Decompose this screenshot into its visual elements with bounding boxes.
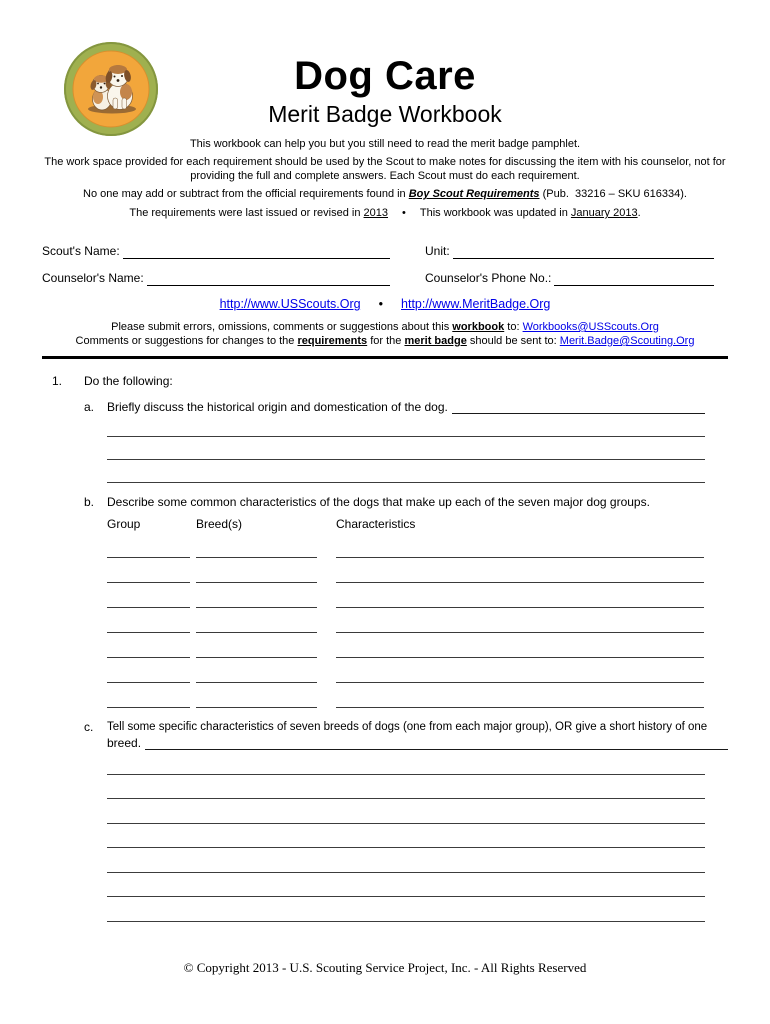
submission-notes bbox=[42, 320, 728, 348]
requirements-emphasis: requirements bbox=[297, 335, 368, 347]
requirement-1a-text: Briefly discuss the historical origin and domestication of the dog. bbox=[107, 400, 448, 414]
scout-name-label: Scout's Name: bbox=[42, 244, 120, 258]
breeds-cell-line[interactable] bbox=[196, 683, 317, 708]
revision-prefix: The requirements were last issued or revised in bbox=[129, 207, 364, 219]
breeds-cell-line[interactable] bbox=[196, 558, 317, 583]
intro-line-pamphlet: This workbook can help you but you still need to read the merit badge pamphlet. bbox=[189, 138, 581, 150]
requirement-number: 1. bbox=[52, 374, 63, 388]
counselor-phone-input-line[interactable] bbox=[554, 270, 714, 286]
group-cell-line[interactable] bbox=[107, 658, 190, 683]
requirement-1c-text-line2: breed. bbox=[107, 736, 142, 750]
changes-sent: should be sent to: bbox=[466, 335, 560, 347]
requirement-1-section bbox=[42, 374, 728, 922]
counselor-name-input-line[interactable] bbox=[147, 270, 390, 286]
revision-year: 2013 bbox=[363, 207, 389, 219]
identity-form bbox=[42, 239, 728, 293]
website-links bbox=[42, 297, 728, 311]
page-subtitle: Merit Badge Workbook bbox=[268, 101, 502, 127]
table-row bbox=[107, 683, 704, 708]
usscouts-link[interactable]: http://www.USScouts.Org bbox=[219, 297, 361, 311]
answer-line[interactable] bbox=[107, 775, 705, 800]
breeds-cell-line[interactable] bbox=[196, 583, 317, 608]
requirement-1a-answer-area bbox=[107, 414, 705, 483]
answer-line[interactable] bbox=[107, 460, 705, 483]
requirement-1c-text-line1: Tell some specific characteristics of seven breeds of dogs (one from each major group), OR give a short history of one bbox=[107, 721, 708, 733]
answer-line[interactable] bbox=[107, 799, 705, 824]
characteristics-cell-line[interactable] bbox=[336, 683, 704, 708]
answer-line[interactable] bbox=[107, 437, 705, 460]
updated-prefix: This workbook was updated in bbox=[419, 207, 571, 219]
column-header-group: Group bbox=[107, 517, 141, 531]
intro-section bbox=[42, 137, 728, 224]
workbook-emphasis: workbook bbox=[452, 321, 505, 333]
meritbadge-link[interactable]: http://www.MeritBadge.Org bbox=[401, 297, 551, 311]
form-row-1 bbox=[42, 239, 728, 259]
copyright-footer: © Copyright 2013 - U.S. Scouting Service Project, Inc. - All Rights Reserved bbox=[183, 960, 587, 975]
page-title: Dog Care bbox=[294, 54, 476, 98]
requirement-1c bbox=[42, 720, 728, 734]
submit-changes-line bbox=[42, 334, 728, 348]
characteristics-cell-line[interactable] bbox=[336, 583, 704, 608]
dog-groups-table bbox=[107, 517, 704, 708]
requirement-1c-answer-area bbox=[107, 750, 705, 922]
breeds-cell-line[interactable] bbox=[196, 608, 317, 633]
updated-date: January 2013 bbox=[570, 207, 638, 219]
group-cell-line[interactable] bbox=[107, 558, 190, 583]
merit-badge-emphasis: merit badge bbox=[404, 335, 467, 347]
counselor-phone-label: Counselor's Phone No.: bbox=[425, 271, 552, 285]
link-bullet-separator: • bbox=[378, 297, 384, 311]
bullet-separator: • bbox=[402, 207, 406, 219]
intro-req-suffix: (Pub. 33216 – SKU 616334). bbox=[539, 188, 687, 200]
table-row bbox=[107, 583, 704, 608]
breeds-cell-line[interactable] bbox=[196, 658, 317, 683]
intro-req-prefix: No one may add or subtract from the official requirements found in bbox=[83, 188, 409, 200]
answer-line[interactable] bbox=[145, 736, 728, 750]
answer-line[interactable] bbox=[107, 848, 705, 873]
scout-name-input-line[interactable] bbox=[123, 243, 390, 259]
item-letter-a: a. bbox=[84, 400, 95, 414]
item-letter-b: b. bbox=[84, 495, 95, 509]
form-row-2 bbox=[42, 266, 728, 286]
characteristics-cell-line[interactable] bbox=[336, 633, 704, 658]
requirement-1-heading bbox=[42, 374, 728, 388]
requirement-label: Do the following: bbox=[84, 374, 173, 388]
requirement-1a bbox=[42, 400, 728, 414]
group-cell-line[interactable] bbox=[107, 608, 190, 633]
answer-line[interactable] bbox=[107, 897, 705, 922]
intro-line-revision bbox=[42, 206, 728, 220]
column-header-characteristics: Characteristics bbox=[336, 517, 416, 531]
breeds-cell-line[interactable] bbox=[196, 533, 317, 558]
counselor-name-label: Counselor's Name: bbox=[42, 271, 144, 285]
changes-prefix: Comments or suggestions for changes to the bbox=[75, 335, 298, 347]
changes-for: for the bbox=[367, 335, 405, 347]
table-row bbox=[107, 633, 704, 658]
group-cell-line[interactable] bbox=[107, 683, 190, 708]
intro-line-requirements bbox=[42, 187, 728, 201]
unit-input-line[interactable] bbox=[453, 243, 714, 259]
characteristics-cell-line[interactable] bbox=[336, 533, 704, 558]
answer-line[interactable] bbox=[107, 873, 705, 898]
answer-line[interactable] bbox=[107, 414, 705, 437]
characteristics-cell-line[interactable] bbox=[336, 608, 704, 633]
item-letter-c: c. bbox=[84, 720, 94, 734]
requirement-1c-line2 bbox=[42, 736, 728, 750]
table-header-row bbox=[107, 517, 704, 531]
characteristics-cell-line[interactable] bbox=[336, 658, 704, 683]
table-row bbox=[107, 608, 704, 633]
table-row bbox=[107, 533, 704, 558]
submit-prefix: Please submit errors, omissions, comments or suggestions about this bbox=[111, 321, 453, 333]
intro-line-workspace: The work space provided for each requirement should be used by the Scout to make notes for discussing the item with his counselor, not for providing the full and complete answers. Each Scout must do each requirement. bbox=[44, 156, 726, 182]
characteristics-cell-line[interactable] bbox=[336, 558, 704, 583]
breeds-cell-line[interactable] bbox=[196, 633, 317, 658]
meritbadge-email-link[interactable]: Merit.Badge@Scouting.Org bbox=[559, 335, 695, 347]
table-row bbox=[107, 658, 704, 683]
requirement-1b-text: Describe some common characteristics of the dogs that make up each of the seven major dog groups. bbox=[107, 495, 650, 509]
group-cell-line[interactable] bbox=[107, 583, 190, 608]
requirement-1b bbox=[42, 495, 728, 509]
period: . bbox=[637, 207, 641, 219]
group-cell-line[interactable] bbox=[107, 533, 190, 558]
answer-line[interactable] bbox=[107, 750, 705, 775]
unit-label: Unit: bbox=[425, 244, 450, 258]
submit-errors-line bbox=[42, 320, 728, 334]
section-divider bbox=[42, 356, 728, 359]
table-row bbox=[107, 558, 704, 583]
answer-line[interactable] bbox=[452, 400, 705, 414]
column-header-breeds: Breed(s) bbox=[196, 517, 243, 531]
group-cell-line[interactable] bbox=[107, 633, 190, 658]
answer-line[interactable] bbox=[107, 824, 705, 849]
boy-scout-requirements-title: Boy Scout Requirements bbox=[408, 188, 540, 200]
submit-to: to: bbox=[504, 321, 523, 333]
workbooks-email-link[interactable]: Workbooks@USScouts.Org bbox=[522, 321, 659, 333]
